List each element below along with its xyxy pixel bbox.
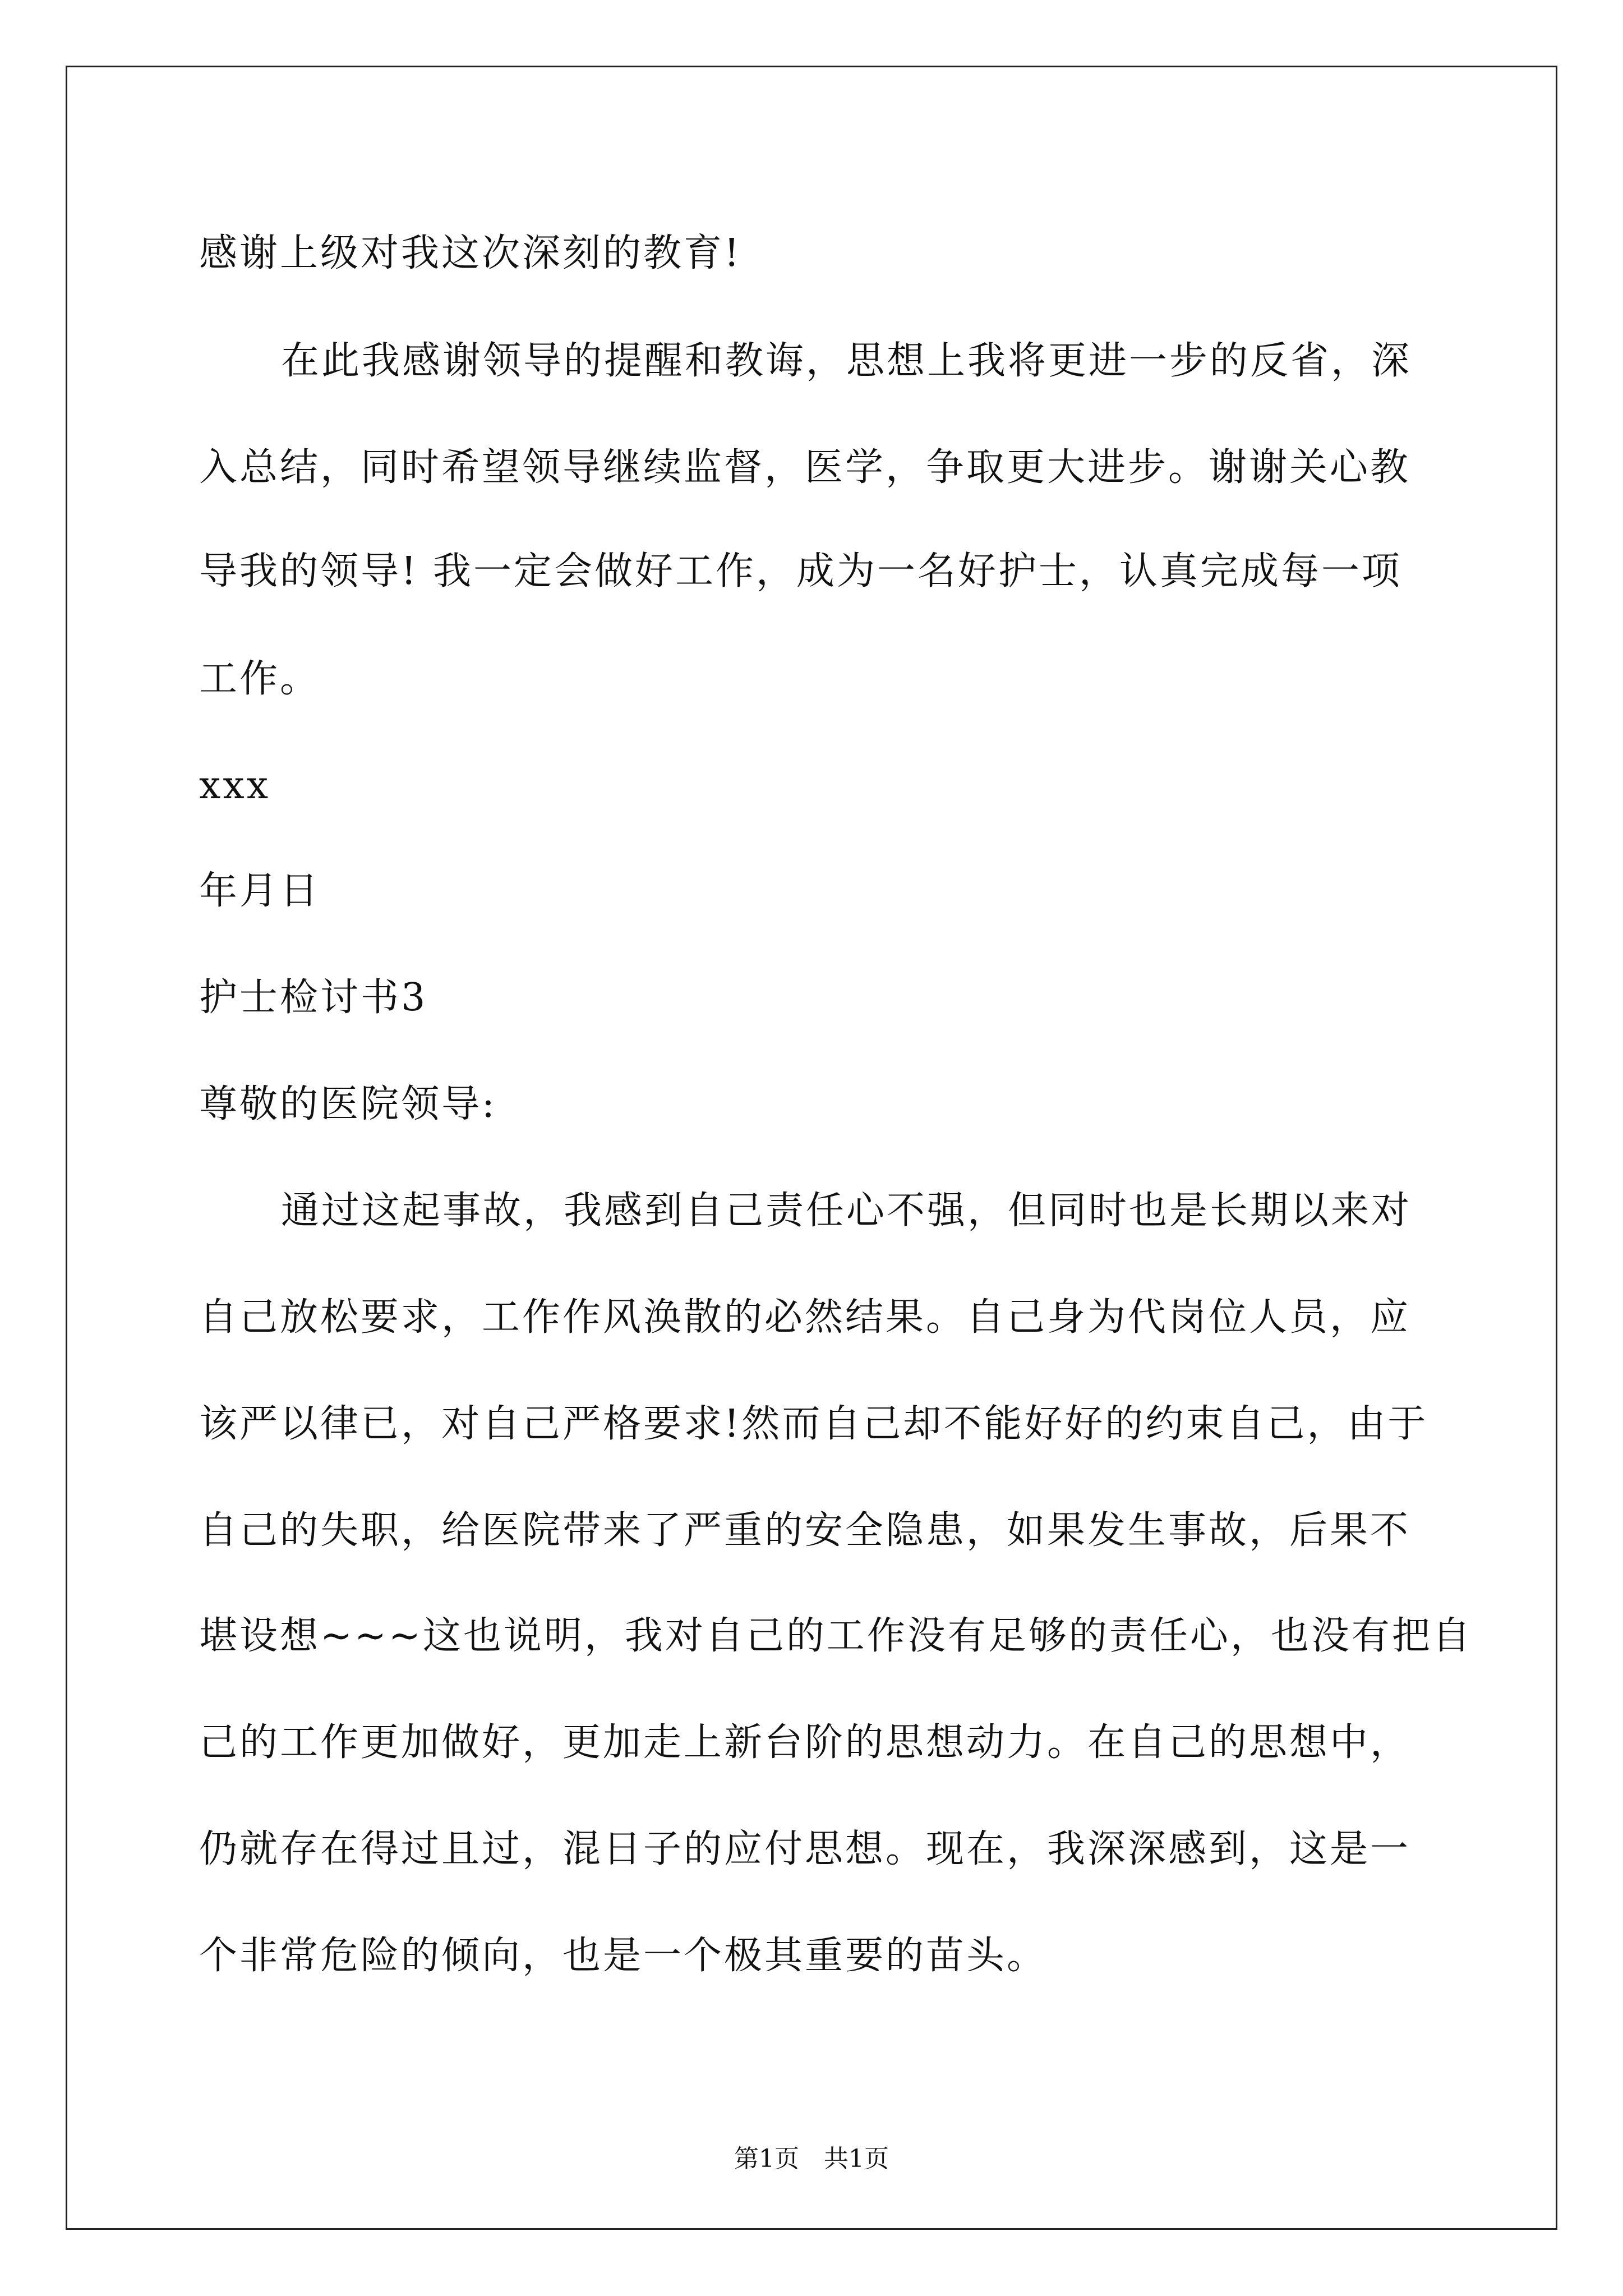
paragraph-2-line-1: 在此我感谢领导的提醒和教诲，思想上我将更进一步的反省，深 [281,339,1412,383]
paragraph-3-line-2: 自己放松要求，工作作风涣散的必然结果。自己身为代岗位人员，应 [199,1295,1411,1340]
page-border [66,66,1557,2230]
paragraph-3-line-4: 自己的失职，给医院带来了严重的安全隐患，如果发生事故，后果不 [199,1508,1411,1553]
paragraph-3-line-1: 通过这起事故，我感到自己责任心不强，但同时也是长期以来对 [281,1189,1412,1233]
text-line-1: 感谢上级对我这次深刻的教育! [199,231,742,275]
paragraph-3-line-8: 个非常危险的倾向，也是一个极其重要的苗头。 [199,1934,1048,1978]
paragraph-2-line-2: 入总结，同时希望领导继续监督，医学，争取更大进步。谢谢关心教 [199,445,1411,490]
section-title: 护士检讨书3 [199,976,428,1020]
paragraph-3-line-6: 己的工作更加做好，更加走上新台阶的思想动力。在自己的思想中， [199,1720,1411,1765]
page-number-footer: 第1页 共1页 [734,2145,889,2173]
paragraph-3-line-7: 仍就存在得过且过，混日子的应付思想。现在，我深深感到，这是一 [199,1827,1411,1871]
paragraph-2-line-3: 导我的领导! 我一定会做好工作，成为一名好护士，认真完成每一项 [199,549,1402,593]
signature-date: 年月日 [199,869,321,913]
paragraph-2-line-4: 工作。 [199,657,321,701]
signature-name: xxx [199,763,271,808]
paragraph-3-line-5: 堪设想~~~这也说明，我对自己的工作没有足够的责任心，也没有把自 [199,1614,1473,1658]
paragraph-3-line-3: 该严以律已，对自己严格要求!然而自己却不能好好的约束自己，由于 [199,1402,1428,1446]
salutation: 尊敬的医院领导: [199,1082,497,1126]
